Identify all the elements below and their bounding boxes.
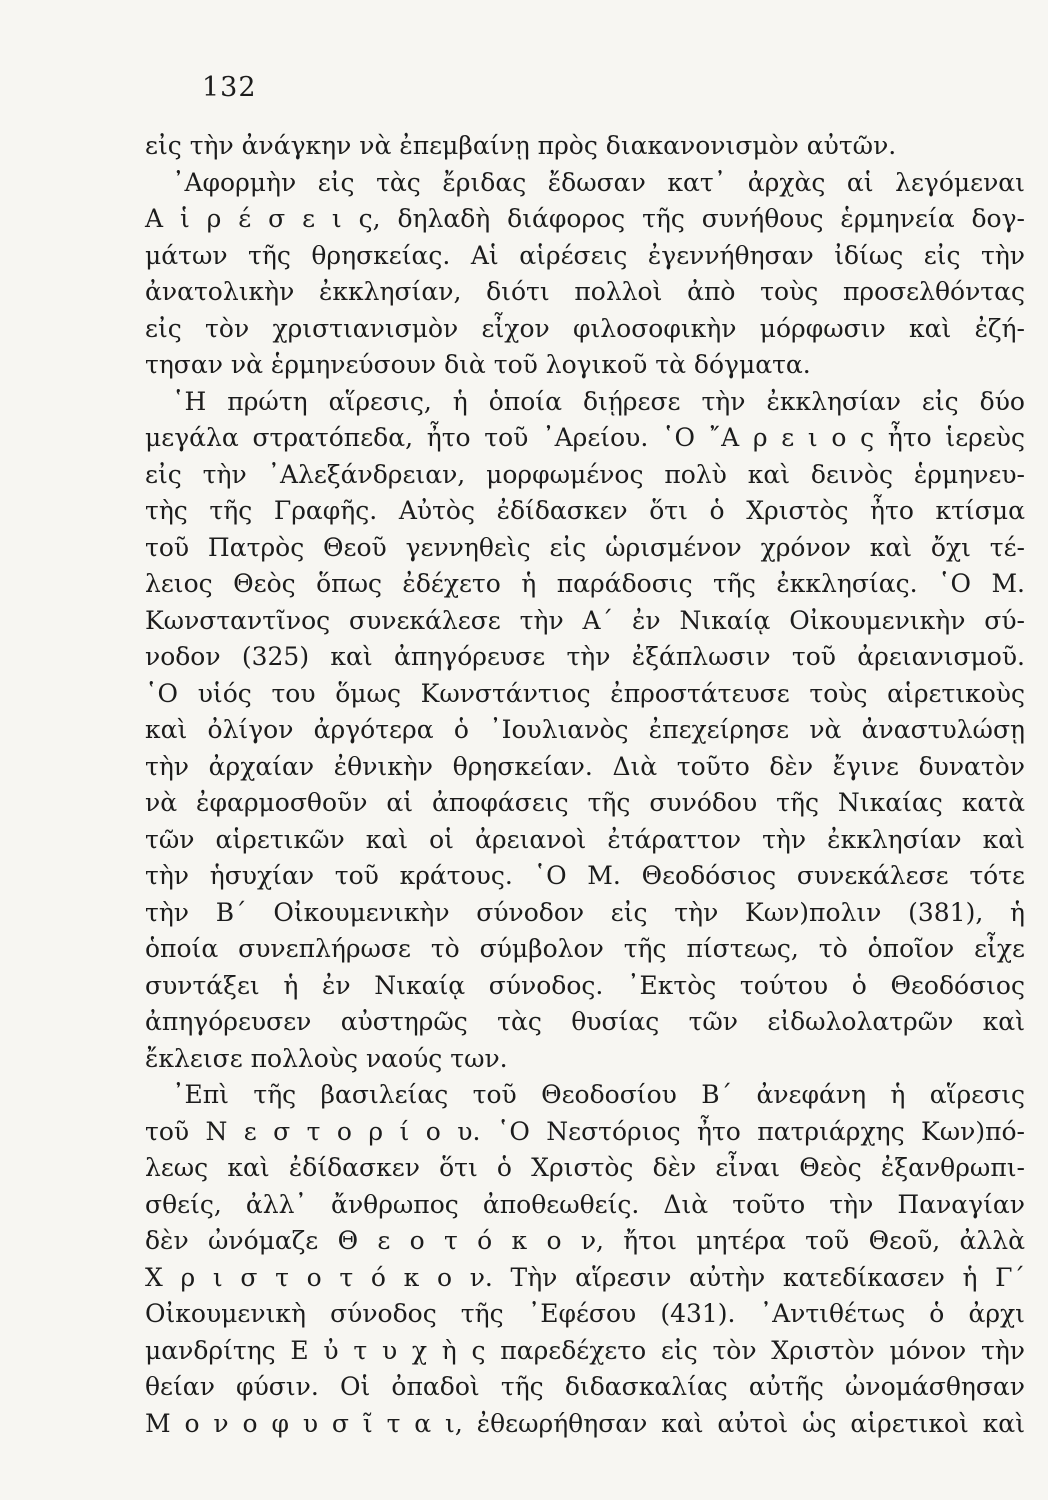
text-line: ἀνατολικὴν ἐκκλησίαν, διότι πολλοὶ ἀπὸ τοὺς προσελθόντας xyxy=(145,277,1025,306)
text-line: Α ἱ ρ έ σ ε ι ς, δηλαδὴ διάφορος τῆς συνήθους ἑρμηνεία δογ- xyxy=(145,204,1025,233)
text-line: τῶν αἱρετικῶν καὶ οἱ ἀρειανοὶ ἐτάραττον τὴν ἐκκλησίαν καὶ xyxy=(145,824,1025,854)
text-line: ἔκλεισε πολλοὺς ναούς των. xyxy=(145,1043,508,1073)
text-line: Χ ρ ι σ τ ο τ ό κ ο ν. Τὴν αἵρεσιν αὐτὴν κατεδίκασεν ἡ Γ΄ xyxy=(145,1262,1025,1292)
text-line: λεως καὶ ἐδίδασκεν ὅτι ὁ Χριστὸς δὲν εἶναι Θεὸς ἐξανθρωπι- xyxy=(145,1153,1025,1182)
body-text xyxy=(145,128,1025,1442)
text-line: ῾Ο υἱός του ὅμως Κωνστάντιος ἐπροστάτευσε τοὺς αἱρετικοὺς xyxy=(145,678,1025,708)
text-line: μεγάλα στρατόπεδα, ἦτο τοῦ ᾿Αρείου. ῾Ο ῎Α ρ ε ι ο ς ἦτο ἱερεὺς xyxy=(145,423,1025,452)
text-line: ῾Η πρώτη αἵρεσις, ἡ ὁποία διῄρεσε τὴν ἐκκλησίαν εἰς δύο xyxy=(172,386,1025,416)
text-line: τοῦ Πατρὸς Θεοῦ γεννηθεὶς εἰς ὡρισμένον χρόνον καὶ ὄχι τέ- xyxy=(145,532,1025,562)
text-line: νοδον (325) καὶ ἀπηγόρευσε τὴν ἐξάπλωσιν τοῦ ἀρειανισμοῦ. xyxy=(145,642,1025,671)
text-line: τὴν ἀρχαίαν ἐθνικὴν θρησκείαν. Διὰ τοῦτο δὲν ἔγινε δυνατὸν xyxy=(145,751,1025,781)
text-line: νὰ ἐφαρμοσθοῦν αἱ ἀποφάσεις τῆς συνόδου τῆς Νικαίας κατὰ xyxy=(145,788,1025,817)
text-line: τησαν νὰ ἑρμηνεύσουν διὰ τοῦ λογικοῦ τὰ δόγματα. xyxy=(145,350,811,379)
text-line: μανδρίτης Ε ὐ τ υ χ ὴ ς παρεδέχετο εἰς τὸν Χριστὸν μόνον τὴν xyxy=(145,1335,1025,1365)
text-line: μάτων τῆς θρησκείας. Αἱ αἱρέσεις ἐγεννήθησαν ἰδίως εἰς τὴν xyxy=(145,240,1025,270)
text-line: σθείς, ἀλλ᾿ ἄνθρωπος ἀποθεωθείς. Διὰ τοῦτο τὴν Παναγίαν xyxy=(145,1189,1025,1219)
text-line: ἀπηγόρευσεν αὐστηρῶς τὰς θυσίας τῶν εἰδωλολατρῶν καὶ xyxy=(145,1007,1025,1036)
text-line: καὶ ὀλίγον ἀργότερα ὁ ᾿Ιουλιανὸς ἐπεχείρησε νὰ ἀναστυλώσῃ xyxy=(145,715,1025,744)
text-line: τὴν Β΄ Οἰκουμενικὴν σύνοδον εἰς τὴν Κων)πολιν (381), ἡ xyxy=(145,897,1025,927)
text-line: τὴς τῆς Γραφῆς. Αὐτὸς ἐδίδασκεν ὅτι ὁ Χριστὸς ἦτο κτίσμα xyxy=(145,496,1025,525)
text-line: ὁποία συνεπλήρωσε τὸ σύμβολον τῆς πίστεως, τὸ ὁποῖον εἶχε xyxy=(145,934,1025,963)
text-line: τοῦ Ν ε σ τ ο ρ ί ο υ. ῾Ο Νεστόριος ἦτο πατριάρχης Κων)πό- xyxy=(145,1116,1025,1146)
text-line: εἰς τὴν ἀνάγκην νὰ ἐπεμβαίνῃ πρὸς διακανονισμὸν αὐτῶν. xyxy=(145,131,897,160)
text-line: συντάξει ἡ ἐν Νικαίᾳ σύνοδος. ᾿Εκτὸς τούτου ὁ Θεοδόσιος xyxy=(145,970,1025,1000)
text-line: δὲν ὠνόμαζε Θ ε ο τ ό κ ο ν, ἤτοι μητέρα τοῦ Θεοῦ, ἀλλὰ xyxy=(145,1226,1025,1255)
text-line: Κωνσταντῖνος συνεκάλεσε τὴν Α΄ ἐν Νικαίᾳ Οἰκουμενικὴν σύ- xyxy=(145,605,1025,635)
text-line: τὴν ἡσυχίαν τοῦ κράτους. ῾Ο Μ. Θεοδόσιος συνεκάλεσε τότε xyxy=(145,861,1025,890)
text-line: Μ ο ν ο φ υ σ ῖ τ α ι, ἐθεωρήθησαν καὶ αὐτοὶ ὡς αἱρετικοὶ καὶ xyxy=(145,1408,1025,1438)
text-line: θείαν φύσιν. Οἱ ὀπαδοὶ τῆς διδασκαλίας αὐτῆς ὠνομάσθησαν xyxy=(145,1372,1025,1401)
text-line: εἰς τὴν ᾿Αλεξάνδρειαν, μορφωμένος πολὺ καὶ δεινὸς ἑρμηνευ- xyxy=(145,459,1025,489)
page-number: 132 xyxy=(202,72,257,103)
text-line: εἰς τὸν χριστιανισμὸν εἶχον φιλοσοφικὴν μόρφωσιν καὶ ἐζή- xyxy=(145,313,1025,343)
text-line: ᾿Επὶ τῆς βασιλείας τοῦ Θεοδοσίου Β΄ ἀνεφάνη ἡ αἵρεσις xyxy=(172,1080,1025,1109)
text-line: ᾿Αφορμὴν εἰς τὰς ἔριδας ἔδωσαν κατ᾿ ἀρχὰς αἱ λεγόμεναι xyxy=(172,167,1025,197)
text-line: λειος Θεὸς ὅπως ἐδέχετο ἡ παράδοσις τῆς ἐκκλησίας. ῾Ο Μ. xyxy=(145,569,1025,598)
text-line: Οἰκουμενικὴ σύνοδος τῆς ᾿Εφέσου (431). ᾿Αντιθέτως ὁ ἀρχι xyxy=(145,1299,1025,1328)
